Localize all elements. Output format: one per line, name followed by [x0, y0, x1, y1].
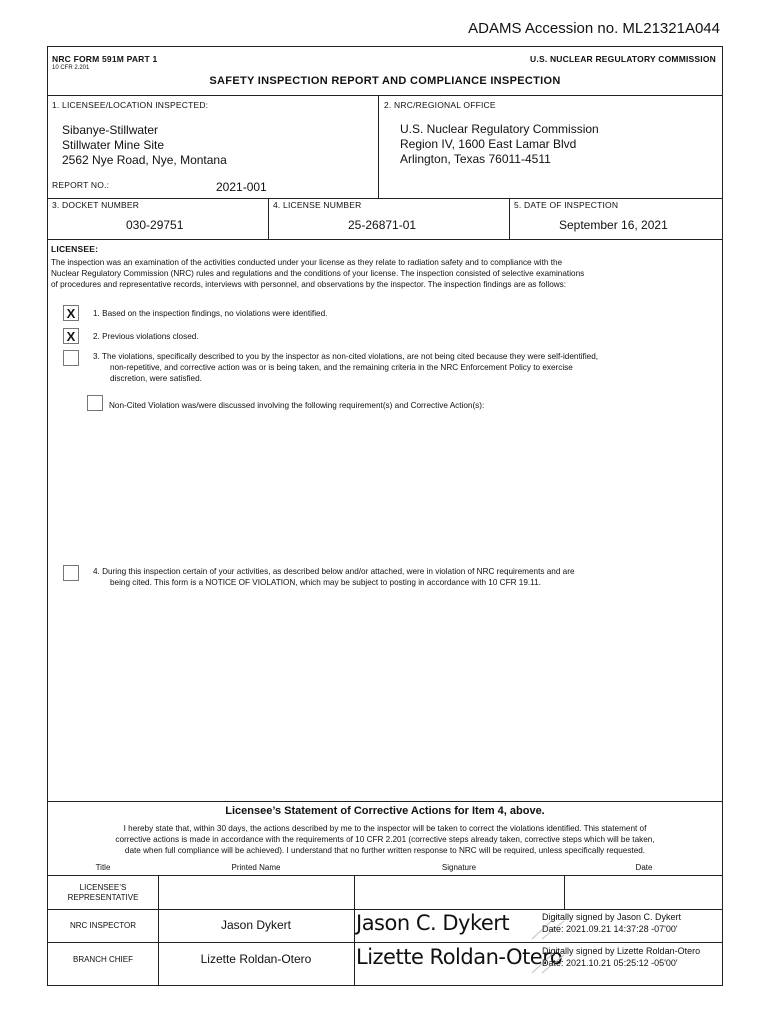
- divider: [509, 198, 510, 239]
- item3-checkbox[interactable]: [63, 350, 79, 366]
- form-name: NRC FORM 591M PART 1: [52, 54, 158, 64]
- statement-line: date when full compliance will be achieved). I understand that no further written response to NRC will be required, unless specifically requested.: [124, 846, 646, 855]
- item2-checkbox[interactable]: X: [63, 328, 79, 344]
- licensee-name: Sibanye-Stillwater: [62, 123, 159, 137]
- divider: [268, 198, 269, 239]
- ncv-text: Non-Cited Violation was/were discussed involving the following requirement(s) and Corrective Action(s):: [109, 401, 485, 410]
- statement-text: [48, 823, 722, 856]
- report-number: 2021-001: [216, 180, 267, 194]
- license-number-label: 4. LICENSE NUMBER: [273, 200, 362, 210]
- title-line: REPRESENTATIVE: [67, 893, 139, 902]
- divider: [48, 198, 722, 199]
- item1-text: 1. Based on the inspection findings, no violations were identified.: [93, 309, 328, 318]
- branch-chief-title: BRANCH CHIEF: [72, 955, 133, 964]
- divider: [354, 875, 355, 985]
- digital-signature-date: Date: 2021.09.21 14:37:28 -07'00': [542, 924, 678, 934]
- agency-name: U.S. NUCLEAR REGULATORY COMMISSION: [530, 54, 716, 64]
- inspection-description: [51, 257, 584, 290]
- item3-line: non-repetitive, and corrective action was or is being taken, and the remaining criteria in the NRC Enforcement Policy to exercise: [110, 363, 573, 372]
- docket-number-label: 3. DOCKET NUMBER: [52, 200, 140, 210]
- divider: [48, 875, 722, 876]
- divider: [48, 239, 722, 240]
- statement-heading: Licensee’s Statement of Corrective Actions for Item 4, above.: [225, 805, 545, 817]
- licensee-address: [62, 123, 227, 168]
- licensee-representative-title: [48, 883, 158, 903]
- nrc-inspector-signature: Jason C. Dykert: [356, 911, 510, 935]
- nrc-inspector-title: NRC INSPECTOR: [69, 921, 137, 930]
- divider: [48, 801, 722, 802]
- item4-line: being cited. This form is a NOTICE OF VIOLATION, which may be subject to posting in accordance with 10 CFR 19.11.: [110, 578, 541, 587]
- cfr-reference: 10 CFR 2.201: [52, 65, 90, 71]
- header-date: Date: [635, 863, 653, 872]
- form-title: SAFETY INSPECTION REPORT AND COMPLIANCE INSPECTION: [209, 75, 561, 87]
- digital-signature-line: Digitally signed by Lizette Roldan-Otero: [542, 946, 701, 956]
- title-line: LICENSEE’S: [79, 883, 127, 892]
- item3-line: 3. The violations, specifically described to you by the inspector as non-cited violations, are not being cited because they were self-identified,: [93, 352, 599, 361]
- docket-number: 030-29751: [126, 218, 184, 232]
- licensee-heading: LICENSEE:: [51, 244, 99, 254]
- office-street: Region IV, 1600 East Lamar Blvd: [400, 137, 577, 151]
- regional-office-label: 2. NRC/REGIONAL OFFICE: [384, 100, 496, 110]
- divider: [48, 95, 722, 96]
- licensee-site: Stillwater Mine Site: [62, 138, 165, 152]
- item4-text: [93, 566, 575, 588]
- item3-line: discretion, were satisfied.: [110, 374, 202, 383]
- licensee-date-field[interactable]: [566, 879, 722, 907]
- branch-chief-name: Lizette Roldan-Otero: [200, 952, 312, 966]
- licensee-printed-name-field[interactable]: [160, 879, 352, 907]
- item2-text: 2. Previous violations closed.: [93, 332, 199, 341]
- divider: [564, 875, 565, 909]
- paragraph-line: Nuclear Regulatory Commission (NRC) rules and regulations and the conditions of your license. The inspection consisted of selective examinations: [51, 269, 585, 278]
- digital-signature-date: Date: 2021.10.21 05:25:12 -05'00': [542, 958, 678, 968]
- statement-line: I hereby state that, within 30 days, the actions described by me to the inspector will be taken to correct the violations identified. This statement of: [123, 824, 647, 833]
- regional-office-address: [400, 122, 599, 167]
- licensee-location-label: 1. LICENSEE/LOCATION INSPECTED:: [52, 100, 209, 110]
- branch-chief-signature: Lizette Roldan-Otero: [356, 945, 563, 969]
- divider: [48, 909, 722, 910]
- digital-signature-line: Digitally signed by Jason C. Dykert: [542, 912, 682, 922]
- report-number-label: REPORT NO.:: [52, 180, 110, 190]
- license-number: 25-26871-01: [348, 218, 417, 232]
- divider: [378, 95, 379, 198]
- office-name: U.S. Nuclear Regulatory Commission: [400, 122, 599, 136]
- item3-text: [93, 351, 598, 384]
- header-signature: Signature: [441, 863, 477, 872]
- nrc-form-591m: [47, 46, 723, 986]
- statement-line: corrective actions is made in accordance with the requirements of 10 CFR 2.201 (corrective steps already taken, corrective steps which will be taken,: [115, 835, 655, 844]
- paragraph-line: of procedures and representative records, interviews with personnel, and observations by the inspector. The inspection findings are as follows:: [51, 280, 567, 289]
- nrc-inspector-name: Jason Dykert: [220, 918, 292, 932]
- item4-checkbox[interactable]: [63, 565, 79, 581]
- adams-accession-number: ADAMS Accession no. ML21321A044: [468, 20, 720, 37]
- item4-line: 4. During this inspection certain of your activities, as described below and/or attached, were in violation of NRC requirements and are: [93, 567, 575, 576]
- header-printed-name: Printed Name: [231, 863, 281, 872]
- licensee-signature-field[interactable]: [356, 879, 562, 907]
- inspection-date: September 16, 2021: [559, 218, 668, 232]
- nrc-inspector-digital-signature: [542, 911, 681, 935]
- divider: [48, 942, 722, 943]
- paragraph-line: The inspection was an examination of the activities conducted under your license as they relate to radiation safety and to compliance with the: [51, 258, 563, 267]
- ncv-checkbox[interactable]: [87, 395, 103, 411]
- licensee-street: 2562 Nye Road, Nye, Montana: [62, 153, 227, 167]
- item1-checkbox[interactable]: X: [63, 305, 79, 321]
- header-title: Title: [95, 863, 111, 872]
- inspection-date-label: 5. DATE OF INSPECTION: [514, 200, 619, 210]
- branch-chief-digital-signature: [542, 945, 700, 969]
- office-city: Arlington, Texas 76011-4511: [400, 152, 551, 166]
